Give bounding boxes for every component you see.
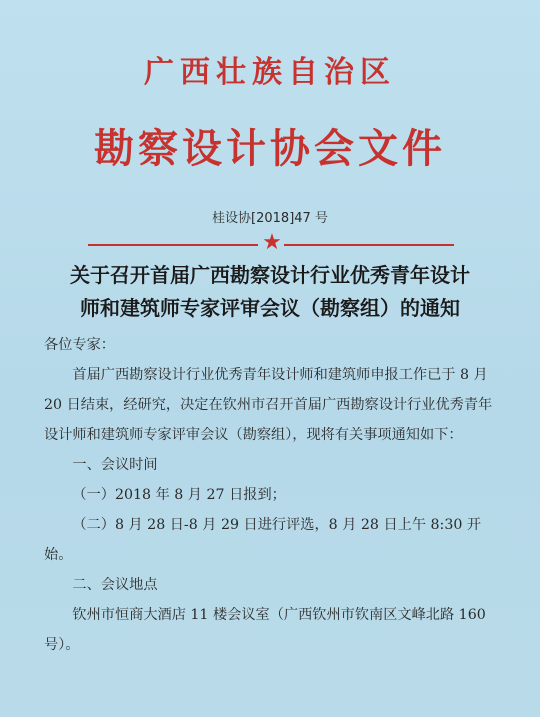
star-icon: ★ [262, 230, 282, 255]
section-heading-location: 二、会议地点 [72, 577, 158, 593]
notice-title [40, 259, 500, 325]
document-number: 桂设协[2018]47 号 [212, 211, 328, 226]
paragraph-intro: 首届广西勘察设计行业优秀青年设计师和建筑师申报工作已于 8 月 20 日结束，经研究，决定在钦州市召开首届广西勘察设计行业优秀青年设计师和建筑师专家评审会议（勘察组），现将有关事项通知如下： [44, 367, 493, 443]
location-detail: 钦州市恒商大酒店 11 楼会议室（广西钦州市钦南区文峰北路 160 号）。 [44, 607, 486, 653]
notice-title-line2: 师和建筑师专家评审会议（勘察组）的通知 [80, 296, 460, 320]
notice-title-line1: 关于召开首届广西勘察设计行业优秀青年设计 [70, 263, 470, 287]
notice-body [44, 330, 500, 660]
time-item-2: （二）8 月 28 日-8 月 29 日进行评选，8 月 28 日上午 8:30 开始。 [44, 517, 482, 563]
issuer-name-line1: 广西壮族自治区 [144, 55, 396, 90]
time-item-1: （一）2018 年 8 月 27 日报到； [72, 487, 286, 503]
issuer-name-line2: 勘察设计协会文件 [94, 125, 446, 172]
section-heading-time: 一、会议时间 [72, 457, 158, 473]
salutation: 各位专家： [44, 337, 115, 353]
red-divider-right [284, 244, 454, 246]
red-divider-left [88, 244, 258, 246]
